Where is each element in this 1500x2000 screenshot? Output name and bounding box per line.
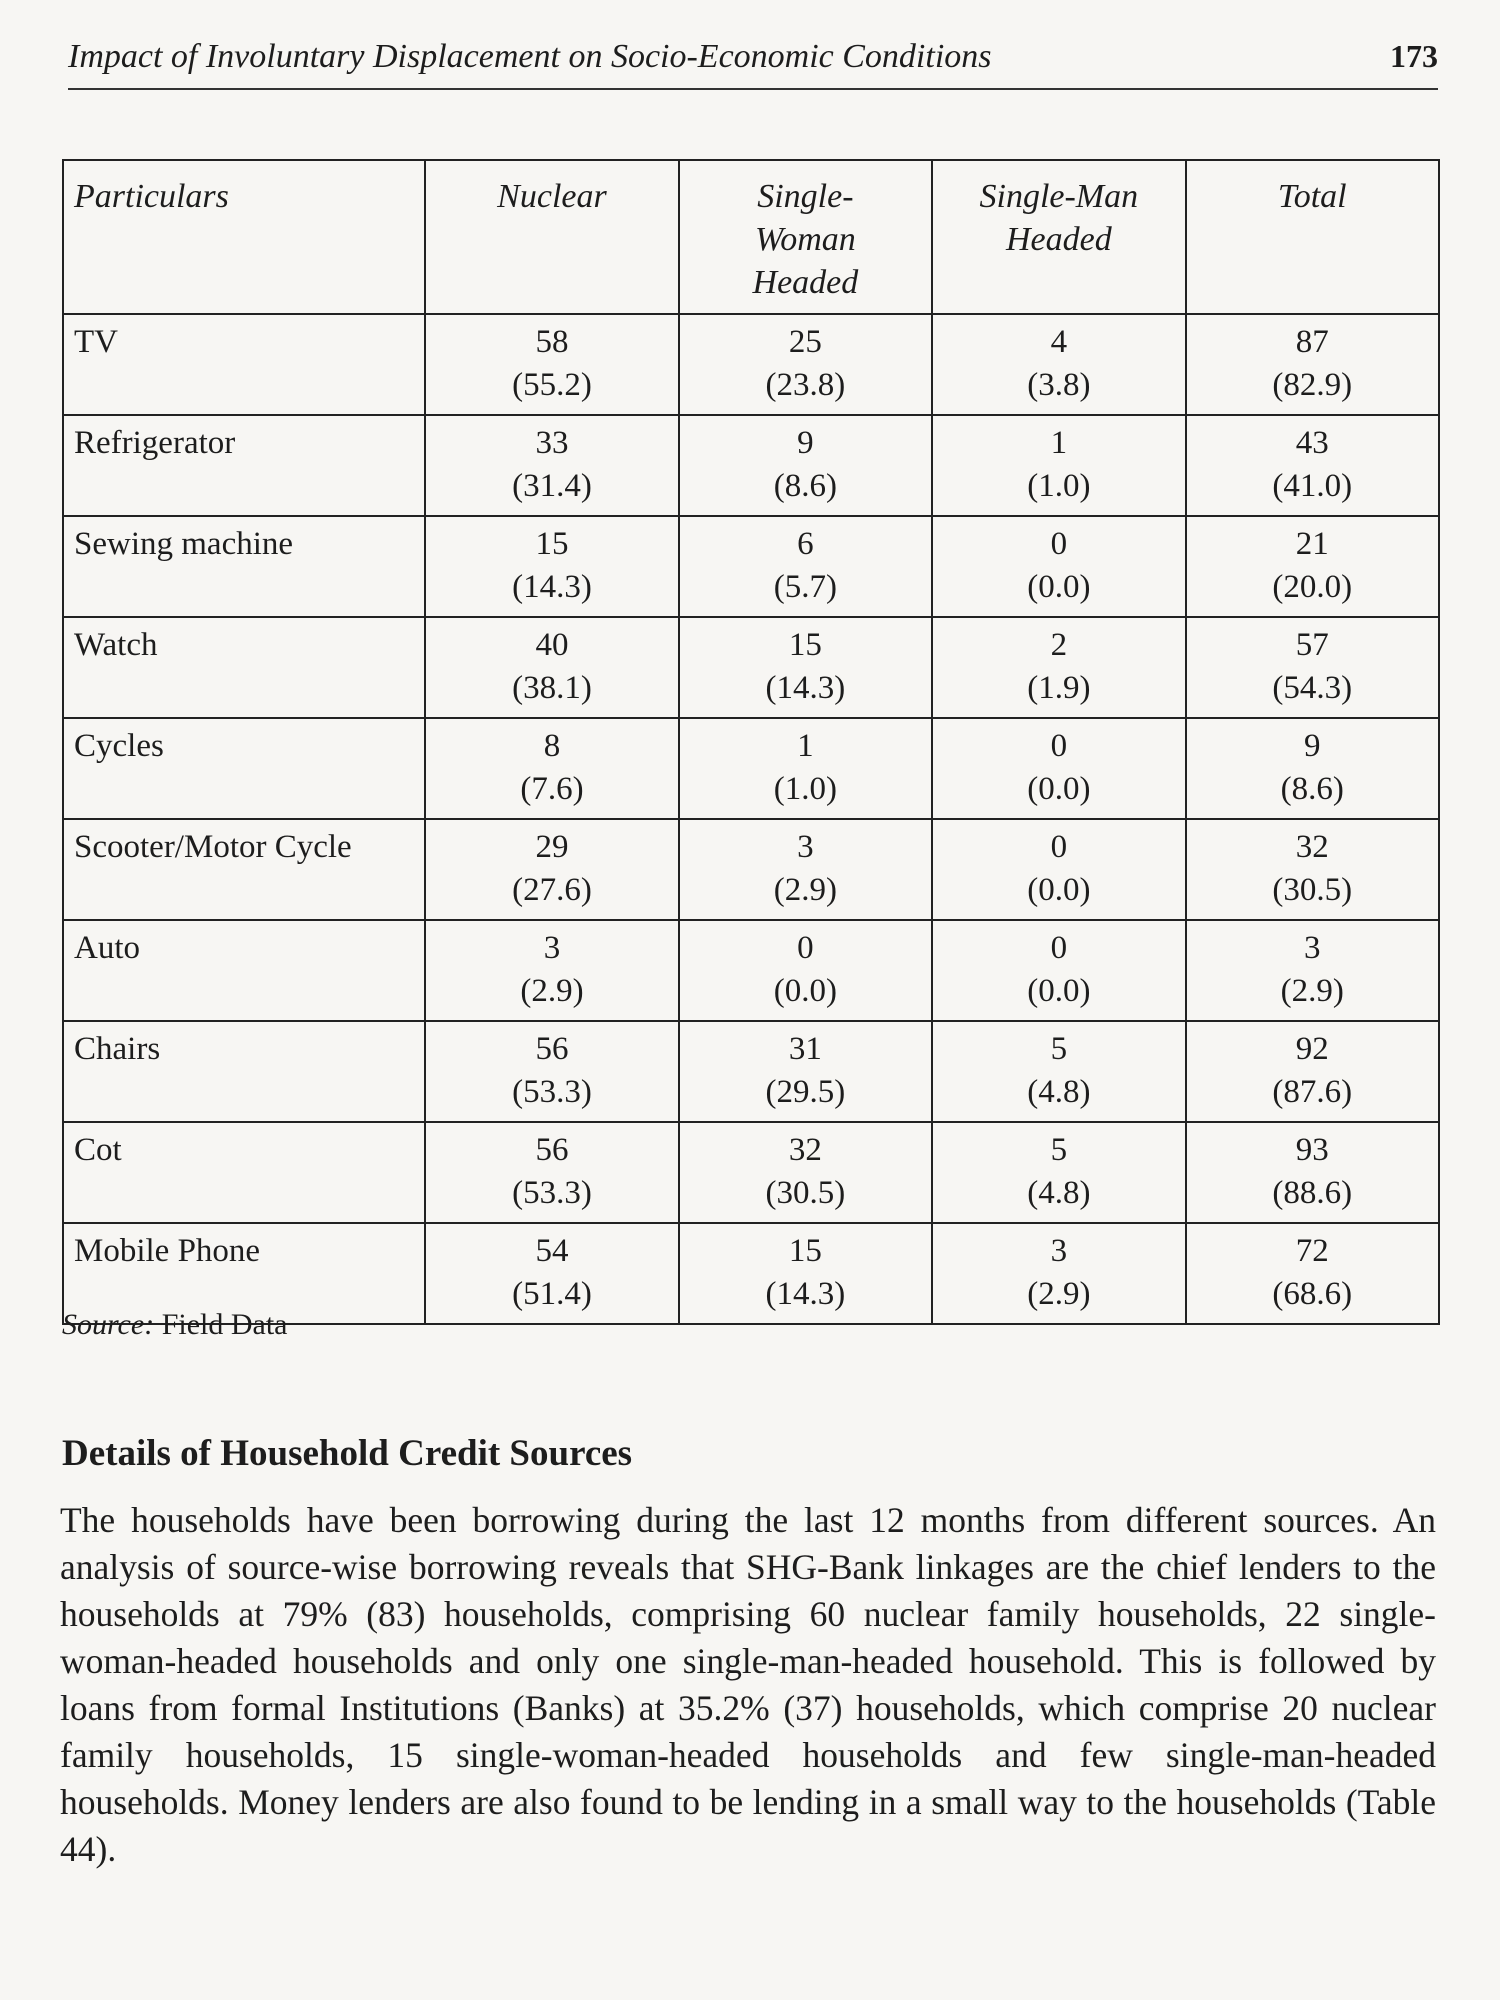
- table-cell: [425, 1223, 678, 1324]
- cell-count: 15: [535, 526, 569, 562]
- cell-count: 0: [797, 930, 814, 966]
- body-paragraph: The households have been borrowing during the last 12 months from different sources. An analysis of source-wise borrowing reveals that SHG-Bank linkages are the chief lenders to the households at 79% (83) households, comprising 60 nuclear family households, 22 single-woman-headed households and only one single-man-headed household. This is followed by loans from formal Institutions (Banks) at 35.2% (37) households, which comprise 20 nuclear family households, 15 single-woman-headed households and few single-man-headed households. Money lenders are also found to be lending in a small way to the households (Table 44).: [60, 1500, 1436, 1869]
- cell-count: 3: [1304, 930, 1321, 966]
- cell-count: 2: [1050, 627, 1068, 663]
- table-row: [63, 415, 1439, 516]
- table-cell: [1186, 1021, 1439, 1122]
- cell-percent: (27.6): [512, 872, 592, 908]
- cell-count: 33: [535, 425, 569, 461]
- column-header: Nuclear: [425, 160, 678, 314]
- table-cell: [932, 920, 1185, 1021]
- cell-percent: (41.0): [1272, 468, 1353, 504]
- cell-count: 15: [788, 627, 822, 663]
- cell-percent: (82.9): [1272, 367, 1353, 403]
- cell-count: 1: [797, 728, 814, 764]
- asset-ownership-table: [62, 159, 1440, 1325]
- cell-percent: (8.6): [1280, 771, 1344, 807]
- cell-percent: (1.0): [1027, 468, 1091, 504]
- cell-count: 93: [1295, 1132, 1329, 1168]
- cell-count: 72: [1295, 1233, 1329, 1269]
- row-label: Cot: [63, 1122, 425, 1223]
- table-row: [63, 819, 1439, 920]
- cell-percent: (53.3): [512, 1074, 592, 1110]
- table-cell: [932, 1021, 1185, 1122]
- cell-percent: (88.6): [1272, 1175, 1353, 1211]
- table-cell: [425, 819, 678, 920]
- table-cell: [932, 415, 1185, 516]
- table-row: [63, 314, 1439, 415]
- cell-percent: (31.4): [512, 468, 592, 504]
- table-cell: [425, 617, 678, 718]
- cell-percent: (2.9): [520, 973, 584, 1009]
- table-cell: [679, 617, 932, 718]
- table-cell: [679, 314, 932, 415]
- row-label: Chairs: [63, 1021, 425, 1122]
- cell-count: 31: [788, 1031, 822, 1067]
- row-label: Cycles: [63, 718, 425, 819]
- cell-percent: (0.0): [1027, 973, 1091, 1009]
- cell-count: 5: [1050, 1132, 1068, 1168]
- cell-count: 56: [535, 1031, 569, 1067]
- table-cell: [679, 920, 932, 1021]
- cell-count: 29: [535, 829, 569, 865]
- table-cell: [932, 819, 1185, 920]
- cell-percent: (7.6): [520, 771, 584, 807]
- cell-count: 8: [543, 728, 561, 764]
- page-header: [68, 38, 1438, 90]
- cell-count: 9: [1304, 728, 1321, 764]
- table-row: [63, 516, 1439, 617]
- cell-count: 58: [535, 324, 569, 360]
- table-cell: [1186, 314, 1439, 415]
- cell-percent: (51.4): [512, 1276, 592, 1312]
- cell-count: 9: [797, 425, 814, 461]
- cell-count: 1: [1050, 425, 1068, 461]
- cell-percent: (14.3): [765, 1276, 846, 1312]
- cell-count: 87: [1295, 324, 1329, 360]
- cell-count: 0: [1050, 930, 1068, 966]
- cell-percent: (2.9): [1027, 1276, 1091, 1312]
- cell-percent: (30.5): [765, 1175, 846, 1211]
- table-cell: [425, 314, 678, 415]
- cell-count: 4: [1050, 324, 1068, 360]
- row-label: Mobile Phone: [63, 1223, 425, 1324]
- table-row: [63, 920, 1439, 1021]
- cell-count: 54: [535, 1233, 569, 1269]
- table-cell: [932, 617, 1185, 718]
- column-header: Total: [1186, 160, 1439, 314]
- table-row: [63, 1021, 1439, 1122]
- table-cell: [679, 1122, 932, 1223]
- row-label: Watch: [63, 617, 425, 718]
- table-row: [63, 718, 1439, 819]
- row-label: Auto: [63, 920, 425, 1021]
- table-cell: [1186, 516, 1439, 617]
- cell-percent: (53.3): [512, 1175, 592, 1211]
- table-cell: [1186, 819, 1439, 920]
- row-label: Sewing machine: [63, 516, 425, 617]
- row-label: Refrigerator: [63, 415, 425, 516]
- table-cell: [679, 718, 932, 819]
- cell-count: 21: [1295, 526, 1329, 562]
- cell-percent: (8.6): [773, 468, 837, 504]
- cell-percent: (55.2): [512, 367, 592, 403]
- table-header-row: [63, 160, 1439, 314]
- table-cell: [679, 819, 932, 920]
- cell-percent: (0.0): [773, 973, 837, 1009]
- table-cell: [1186, 1122, 1439, 1223]
- table-cell: [932, 1223, 1185, 1324]
- cell-percent: (2.9): [1280, 973, 1344, 1009]
- cell-count: 56: [535, 1132, 569, 1168]
- running-title: Impact of Involuntary Displacement on Socio-Economic Conditions: [68, 38, 992, 75]
- cell-count: 5: [1050, 1031, 1068, 1067]
- cell-count: 6: [797, 526, 814, 562]
- table-cell: [932, 314, 1185, 415]
- table-cell: [679, 1021, 932, 1122]
- cell-count: 15: [788, 1233, 822, 1269]
- table-cell: [1186, 617, 1439, 718]
- cell-count: 0: [1050, 526, 1068, 562]
- column-header: Single- Woman Headed: [679, 160, 932, 314]
- cell-percent: (14.3): [512, 569, 592, 605]
- table-cell: [1186, 718, 1439, 819]
- cell-percent: (1.9): [1027, 670, 1091, 706]
- cell-percent: (68.6): [1272, 1276, 1353, 1312]
- cell-count: 25: [788, 324, 822, 360]
- cell-count: 0: [1050, 829, 1068, 865]
- row-label: Scooter/Motor Cycle: [63, 819, 425, 920]
- page-number: 173: [1390, 38, 1438, 74]
- table-cell: [1186, 920, 1439, 1021]
- cell-count: 0: [1050, 728, 1068, 764]
- table-cell: [1186, 1223, 1439, 1324]
- cell-count: 3: [543, 930, 561, 966]
- cell-percent: (23.8): [765, 367, 846, 403]
- cell-percent: (1.0): [773, 771, 837, 807]
- table-cell: [679, 516, 932, 617]
- table-row: [63, 1122, 1439, 1223]
- cell-count: 43: [1295, 425, 1329, 461]
- source-note: [62, 1308, 288, 1342]
- table-cell: [932, 1122, 1185, 1223]
- cell-percent: (4.8): [1027, 1074, 1091, 1110]
- cell-percent: (30.5): [1272, 872, 1353, 908]
- table-cell: [932, 718, 1185, 819]
- cell-count: 3: [1050, 1233, 1068, 1269]
- table-cell: [679, 1223, 932, 1324]
- cell-percent: (2.9): [773, 872, 837, 908]
- cell-percent: (87.6): [1272, 1074, 1353, 1110]
- cell-percent: (38.1): [512, 670, 592, 706]
- cell-percent: (0.0): [1027, 872, 1091, 908]
- table-cell: [932, 516, 1185, 617]
- table-cell: [425, 718, 678, 819]
- table-cell: [679, 415, 932, 516]
- row-label: TV: [63, 314, 425, 415]
- cell-count: 57: [1295, 627, 1329, 663]
- cell-count: 32: [1295, 829, 1329, 865]
- cell-percent: (5.7): [773, 569, 837, 605]
- cell-percent: (0.0): [1027, 569, 1091, 605]
- table-row: [63, 617, 1439, 718]
- cell-percent: (54.3): [1272, 670, 1353, 706]
- cell-count: 32: [788, 1132, 822, 1168]
- source-label: Source:: [62, 1308, 155, 1341]
- cell-count: 3: [797, 829, 814, 865]
- table-cell: [425, 1021, 678, 1122]
- cell-percent: (20.0): [1272, 569, 1353, 605]
- cell-percent: (4.8): [1027, 1175, 1091, 1211]
- table-cell: [425, 1122, 678, 1223]
- cell-percent: (29.5): [765, 1074, 846, 1110]
- cell-percent: (14.3): [765, 670, 846, 706]
- section-heading: Details of Household Credit Sources: [62, 1433, 633, 1474]
- cell-count: 40: [535, 627, 569, 663]
- cell-percent: (0.0): [1027, 771, 1091, 807]
- column-header: Particulars: [63, 160, 425, 314]
- source-text: Field Data: [154, 1308, 288, 1341]
- cell-percent: (3.8): [1027, 367, 1091, 403]
- table-cell: [425, 415, 678, 516]
- table-cell: [425, 516, 678, 617]
- table-cell: [1186, 415, 1439, 516]
- cell-count: 92: [1295, 1031, 1329, 1067]
- table-cell: [425, 920, 678, 1021]
- column-header: Single-Man Headed: [932, 160, 1185, 314]
